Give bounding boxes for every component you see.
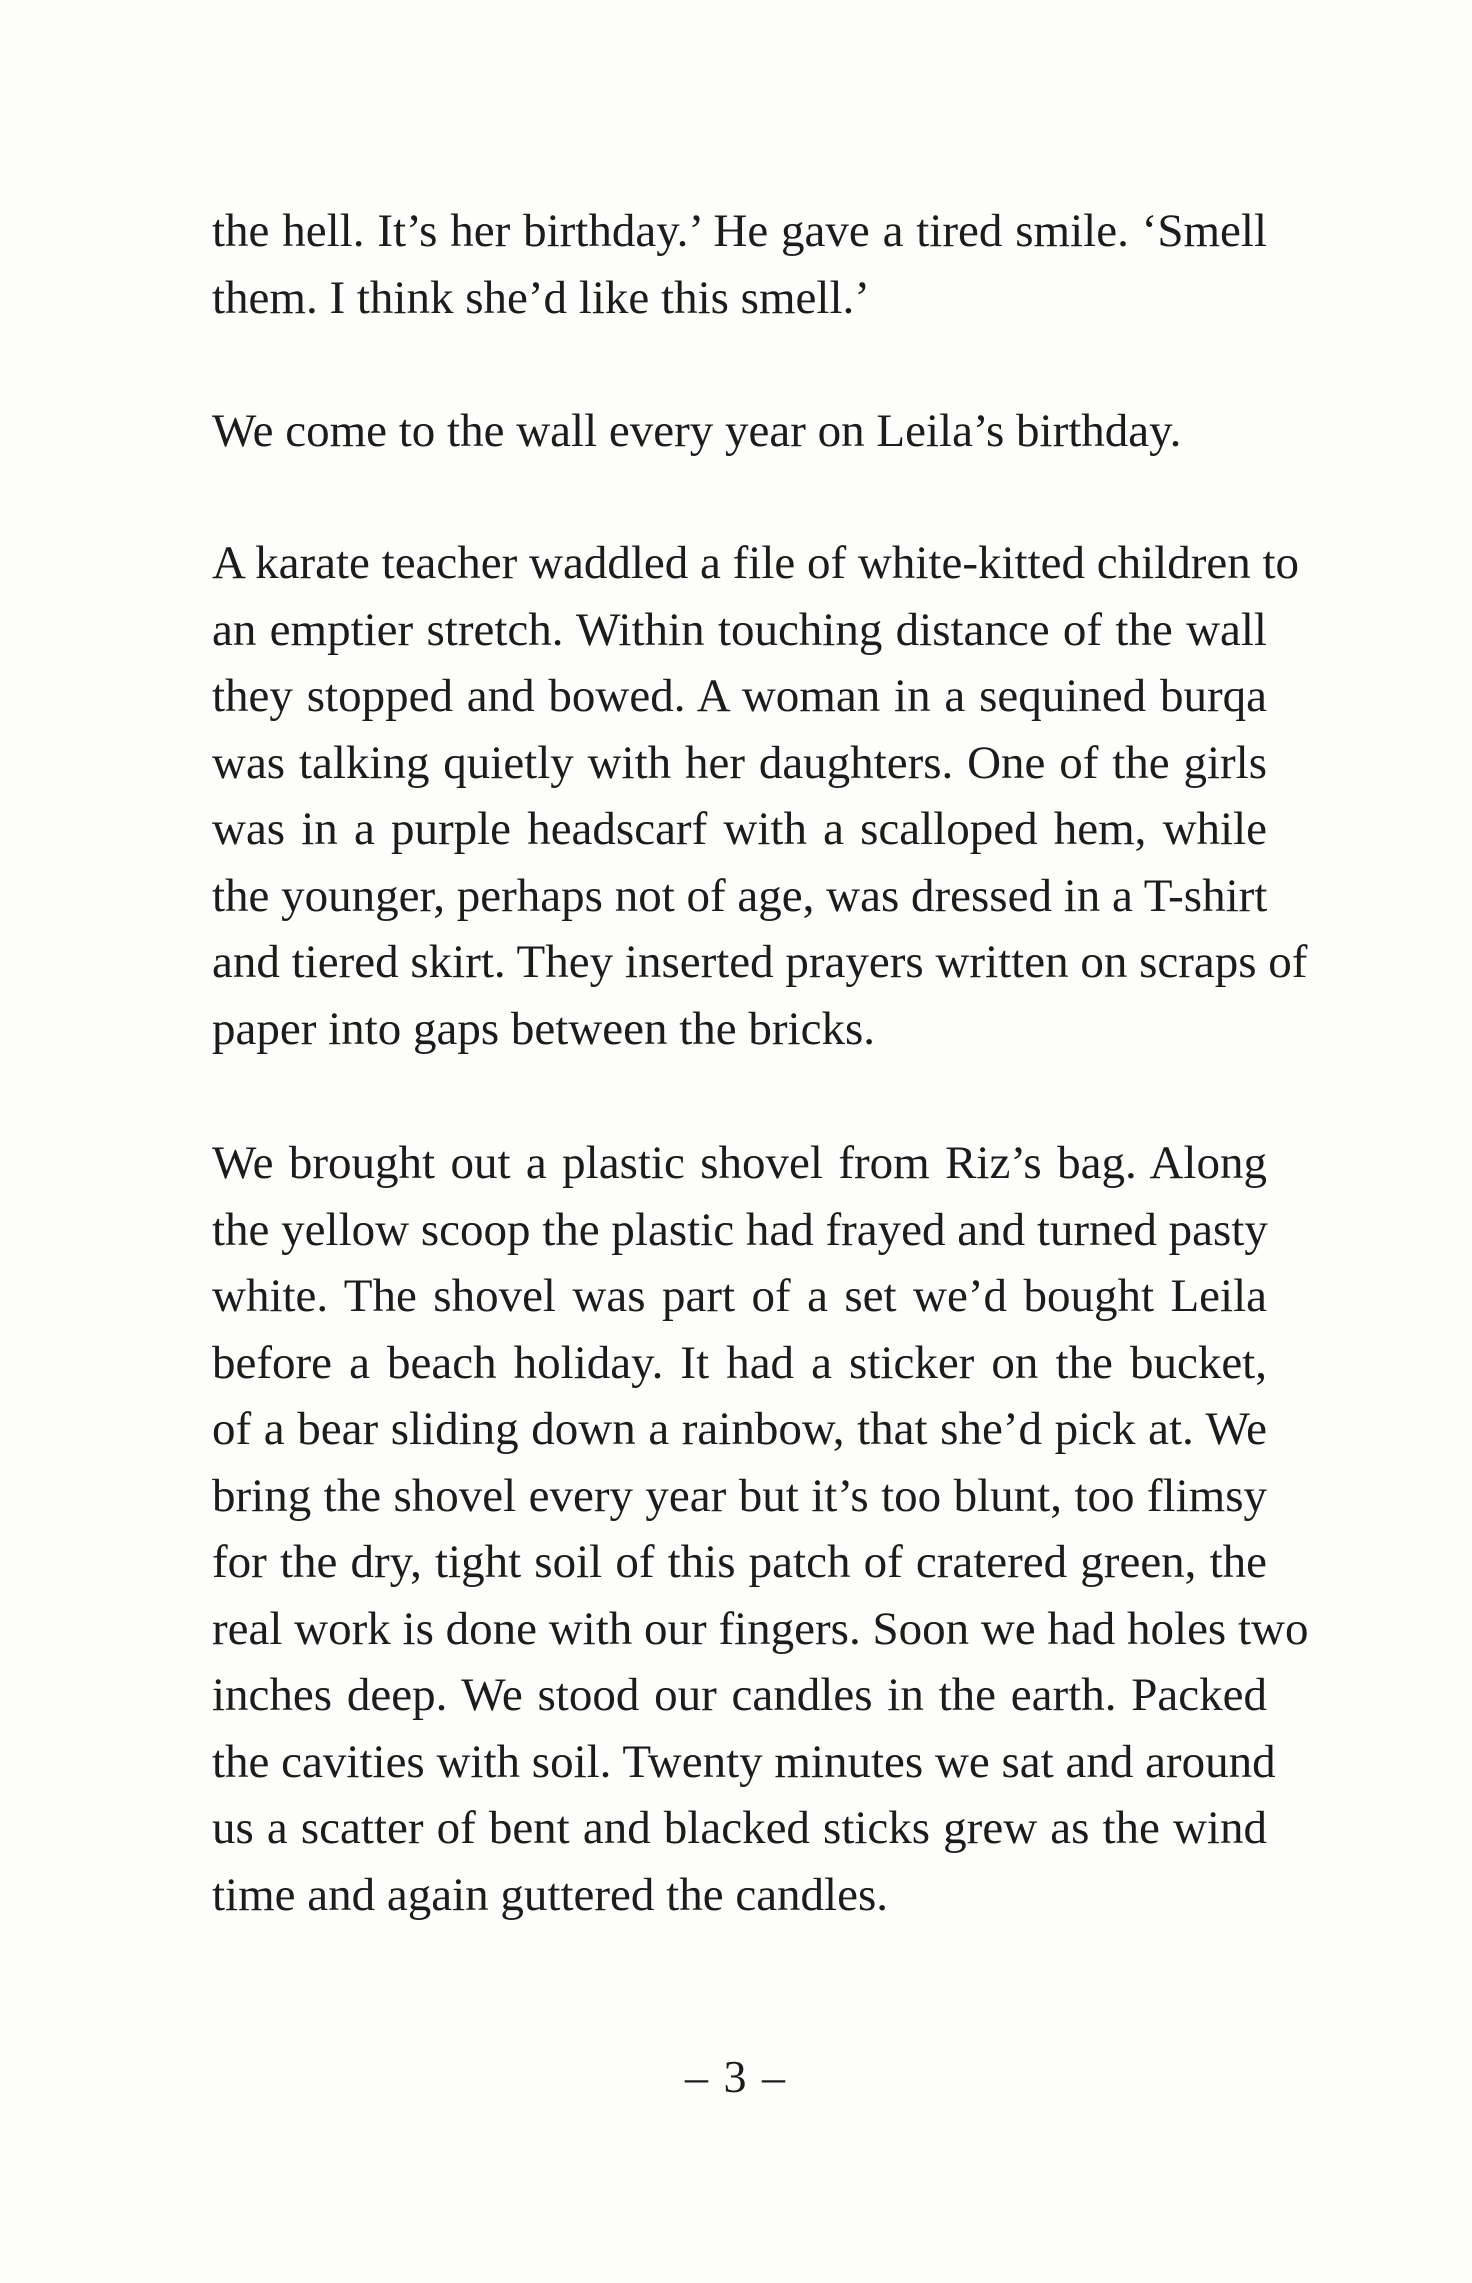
paragraph-2 [212, 398, 1267, 465]
text-line: the hell. It’s her birthday.’ He gave a tired smile. ‘Smell [212, 205, 1267, 257]
text-line: and tiered skirt. They inserted prayers written on scraps of [212, 936, 1308, 988]
text-line: bring the shovel every year but it’s too blunt, too flimsy [212, 1469, 1267, 1522]
text-line: real work is done with our fingers. Soon we had holes two [212, 1602, 1309, 1655]
text-line: before a beach holiday. It had a sticker on the bucket, [212, 1336, 1267, 1389]
text-line: they stopped and bowed. A woman in a sequined burqa [212, 670, 1267, 722]
text-line: for the dry, tight soil of this patch of cratered green, the [212, 1536, 1267, 1588]
text-line: time and again guttered the candles. [212, 1868, 889, 1921]
text-line: inches deep. We stood our candles in the earth. Packed [212, 1669, 1267, 1721]
text-line: them. I think she’d like this smell.’ [212, 271, 870, 324]
text-line: paper into gaps between the bricks. [212, 1002, 876, 1055]
text-line: We brought out a plastic shovel from Riz’s bag. Along [212, 1137, 1267, 1189]
text-line: white. The shovel was part of a set we’d bought Leila [212, 1270, 1267, 1322]
text-line: an emptier stretch. Within touching distance of the wall [212, 603, 1267, 656]
text-line: was in a purple headscarf with a scalloped hem, while [212, 803, 1267, 855]
text-line: the yellow scoop the plastic had frayed and turned pasty [212, 1203, 1268, 1256]
text-line: us a scatter of bent and blacked sticks grew as the wind [212, 1802, 1267, 1854]
paragraph-4 [212, 1130, 1309, 1928]
text-line: of a bear sliding down a rainbow, that she’d pick at. We [212, 1403, 1267, 1455]
text-line: We come to the wall every year on Leila’s birthday. [212, 405, 1182, 457]
text-line: was talking quietly with her daughters. One of the girls [212, 736, 1267, 789]
text-line: the younger, perhaps not of age, was dressed in a T-shirt [212, 869, 1268, 922]
paragraph-3 [212, 530, 1308, 1062]
text-line: A karate teacher waddled a file of white-kitted children to [212, 537, 1300, 589]
text-line: the cavities with soil. Twenty minutes we sat and around [212, 1735, 1276, 1788]
page-number: – 3 – [685, 2051, 787, 2102]
paragraph-1 [212, 198, 1267, 331]
